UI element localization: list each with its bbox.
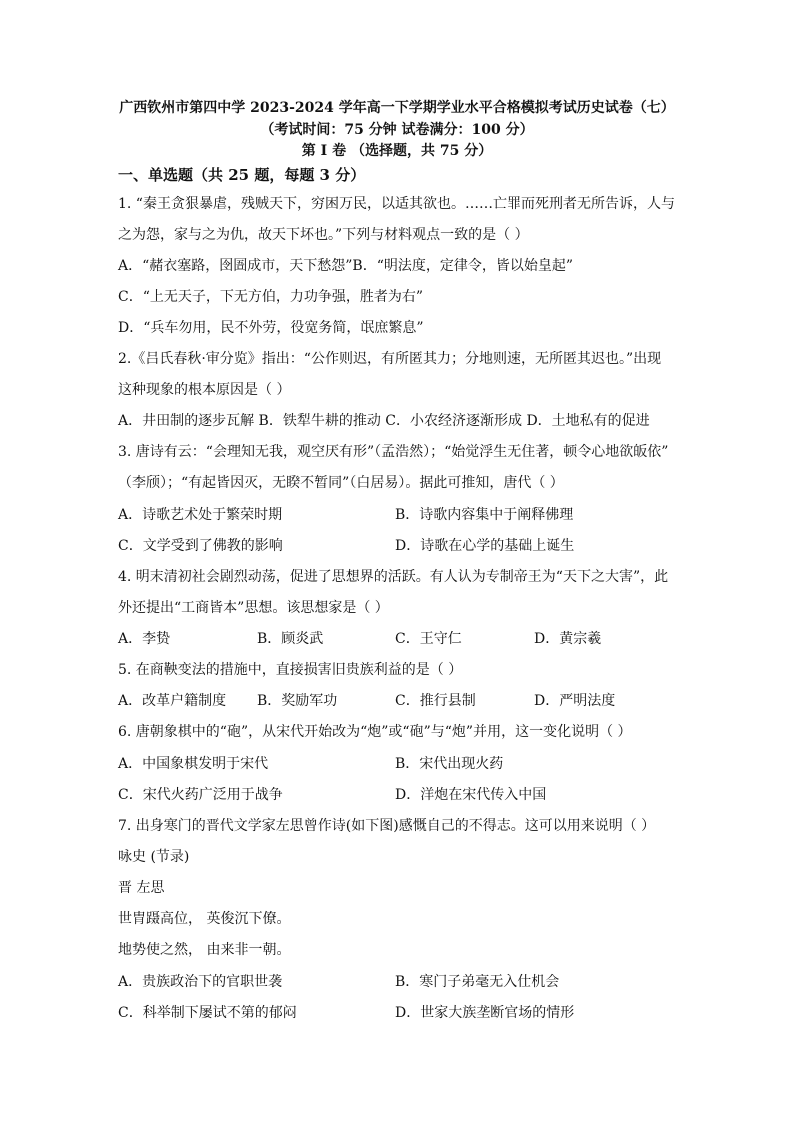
poem-author: 晋 左思 <box>118 880 165 896</box>
question-7-option-d: D．世家大族垄断官场的情形 <box>395 1005 575 1021</box>
poem-line-1: 世胄蹑高位， 英俊沉下僚。 <box>118 911 291 927</box>
question-7-option-c: C．科举制下屡试不第的郁闷 <box>118 1005 297 1021</box>
question-3-option-d: D．诗歌在心学的基础上诞生 <box>395 538 575 554</box>
question-5-option-b: B．奖励军功 <box>257 693 338 709</box>
question-3-stem-line-2: （李颀）；“有起皆因灭，无睽不暂同”（白居易）。据此可推知，唐代（ ） <box>118 475 564 491</box>
question-4-option-d: D．黄宗羲 <box>534 631 602 647</box>
question-6-stem: 6. 唐朝象棋中的“砲”，从宋代开始改为“炮”或“砲”与“炮”并用，这一变化说明（ ） <box>118 724 632 740</box>
question-2-options: A．井田制的逐步瓦解 B．铁犁牛耕的推动 C．小农经济逐渐形成 D．土地私有的促进 <box>118 413 650 429</box>
question-6-option-d: D．洋炮在宋代传入中国 <box>395 787 547 803</box>
question-4-option-c: C．王守仁 <box>395 631 462 647</box>
question-1-stem-line-1: 1. “秦王贪狠暴虐，残贼天下，穷困万民，以适其欲也。……亡罪而死刑者无所告诉，人与 <box>118 196 675 212</box>
question-7-option-b: B．寒门子弟毫无入仕机会 <box>395 974 560 990</box>
question-7-stem: 7. 出身寒门的晋代文学家左思曾作诗(如下图)感慨自己的不得志。这可以用来说明（ ） <box>118 818 656 834</box>
question-6-option-b: B．宋代出现火药 <box>395 756 504 772</box>
poem-line-2: 地势使之然， 由来非一朝。 <box>118 942 291 958</box>
question-2-stem-line-2: 这种现象的根本原因是（ ） <box>118 382 291 398</box>
question-4-stem-line-2: 外还提出“工商皆本”思想。该思想家是（ ） <box>118 600 389 616</box>
question-3-option-a: A．诗歌艺术处于繁荣时期 <box>118 507 283 523</box>
question-4-stem-line-1: 4. 明末清初社会剧烈动荡，促进了思想界的活跃。有人认为专制帝王为“天下之大害”，此 <box>118 569 669 585</box>
exam-title: 广西钦州市第四中学 2023-2024 学年高一下学期学业水平合格模拟考试历史试卷（七） <box>119 100 675 116</box>
question-6-option-c: C．宋代火药广泛用于战争 <box>118 787 283 803</box>
question-3-stem-line-1: 3. 唐诗有云：“会理知无我，观空厌有形”（孟浩然）；“始觉浮生无住著，顿令心地欲皈依” <box>118 444 669 460</box>
question-5-stem: 5. 在商鞅变法的措施中，直接损害旧贵族利益的是（ ） <box>118 662 463 678</box>
question-1-options-ab: A．“赭衣塞路，囹圄成市，天下愁怨”B．“明法度，定律令，皆以始皇起” <box>118 258 574 274</box>
question-3-option-c: C．文学受到了佛教的影响 <box>118 538 283 554</box>
question-5-option-a: A．改革户籍制度 <box>118 693 227 709</box>
part-heading: 第 I 卷 （选择题，共 75 分） <box>301 143 493 159</box>
exam-info: （考试时间：75 分钟 试卷满分：100 分） <box>260 122 534 138</box>
poem-title: 咏史 (节录) <box>118 849 190 865</box>
question-2-stem-line-1: 2.《吕氏春秋·审分览》指出：“公作则迟，有所匿其力；分地则速，无所匿其迟也。”出现 <box>118 351 662 367</box>
question-5-option-c: C．推行县制 <box>395 693 476 709</box>
question-1-option-c: C．“上无天子，下无方伯，力功争强，胜者为右” <box>118 289 424 305</box>
question-6-option-a: A．中国象棋发明于宋代 <box>118 756 269 772</box>
question-5-option-d: D．严明法度 <box>534 693 616 709</box>
question-4-option-a: A．李贽 <box>118 631 171 647</box>
question-1-option-d: D．“兵车勿用，民不外劳，役宽务简，氓庶繁息” <box>118 320 424 336</box>
question-3-option-b: B．诗歌内容集中于阐释佛理 <box>395 507 574 523</box>
question-4-option-b: B．顾炎武 <box>257 631 324 647</box>
question-7-option-a: A．贵族政治下的官职世袭 <box>118 974 283 990</box>
question-1-stem-line-2: 之为怨，家与之为仇，故天下坏也。”下列与材料观点一致的是（ ） <box>118 227 529 243</box>
section-heading: 一、单选题（共 25 题，每题 3 分） <box>118 166 366 184</box>
